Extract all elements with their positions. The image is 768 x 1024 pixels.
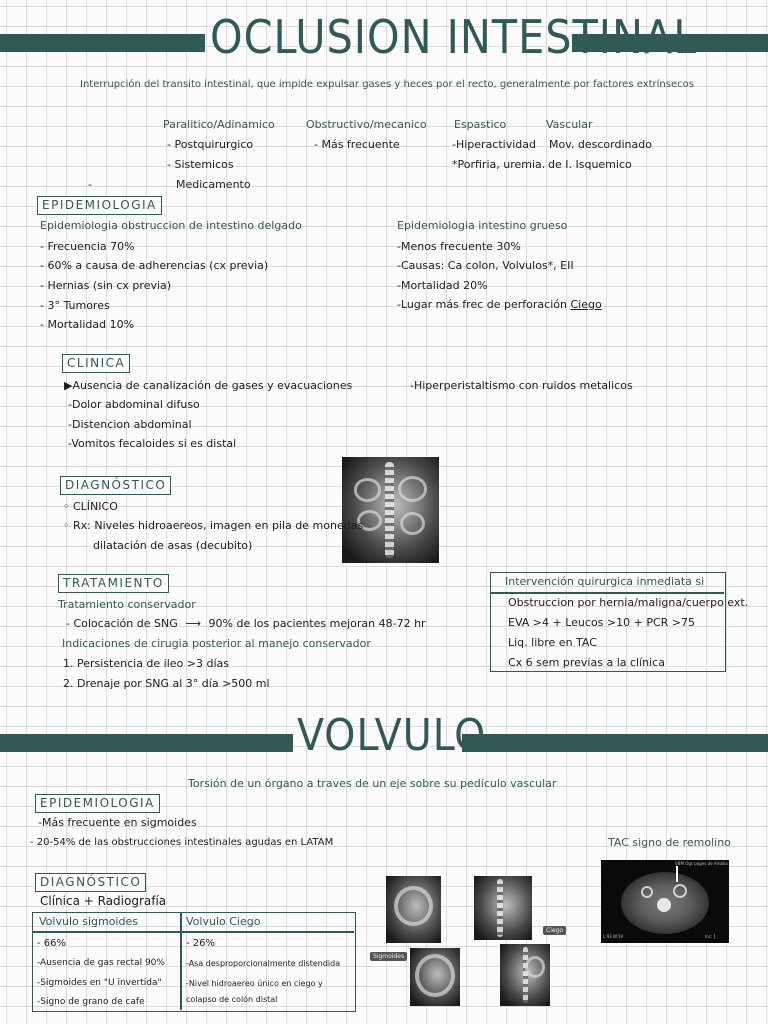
vol-epi-item: -Más frecuente en sigmoides: [38, 816, 197, 829]
table-cell: -Nivel hidroaereo único en ciego y: [186, 979, 323, 988]
epi-grueso-item: [397, 298, 602, 312]
ct-overlay-text: VBM Ogs pages de Amblia: [675, 861, 728, 866]
intervencion-title: Intervención quirurgica inmediata si: [505, 575, 705, 588]
clinica-right: -Hiperperistaltismo con ruidos metalicos: [410, 379, 633, 392]
epi-delgado-item: - Frecuencia 70%: [40, 240, 135, 253]
table-cell: -Signo de grano de cafe: [37, 997, 145, 1007]
intervencion-item: EVA >4 + Leucos >10 + PCR >75: [508, 616, 695, 629]
ct-overlay-text: L:93 W:19: [603, 934, 624, 939]
type-espastico-item: -Hiperactividad: [452, 138, 536, 151]
xray-sigmoid-2: [410, 948, 460, 1006]
type-paralitico-title: Paralitico/Adinamico: [163, 118, 275, 131]
epi-delgado-item: - Mortalidad 10%: [40, 318, 135, 331]
diagnostico-item: dilatación de asas (decubito): [93, 539, 253, 552]
volvulo-table: [32, 912, 356, 1012]
epi-grueso-title: Epidemiologia intestino grueso: [397, 219, 568, 232]
epi-grueso-ciego: Ciego: [570, 298, 602, 311]
type-espastico-item: *Porfiria, uremia.: [452, 158, 546, 171]
clinica-item: -Vomitos fecaloides si es distal: [68, 437, 237, 450]
epi-delgado-title: Epidemiologia obstruccion de intestino delgado: [40, 219, 302, 232]
section-heading-vol-diagnostico: DIAGNÓSTICO: [35, 873, 146, 892]
section-heading-clinica: CLINICA: [62, 354, 130, 373]
xray-sigmoid-1: [386, 876, 441, 943]
sng-left: - Colocación de SNG: [66, 617, 178, 630]
type-vascular-title: Vascular: [546, 118, 593, 131]
indicaciones-title: Indicaciones de cirugia posterior al manejo conservador: [62, 637, 371, 650]
table-cell: -Sigmoides en "U invertida": [37, 978, 162, 988]
epi-delgado-item: - 60% a causa de adherencias (cx previa): [40, 259, 269, 272]
section-heading-epidemiologia: EPIDEMIOLOGIA: [37, 196, 162, 215]
table-cell: - 66%: [37, 938, 67, 949]
intervencion-box: [490, 572, 749, 672]
ct-overlay-text: Inc: 1: [705, 934, 717, 939]
sng-right: 90% de los pacientes mejoran 48-72 hr: [208, 617, 426, 630]
tac-label: TAC signo de remolino: [608, 836, 731, 849]
table-cell: - 26%: [186, 938, 216, 949]
epi-grueso-item: -Menos frecuente 30%: [397, 240, 521, 253]
clinica-item: -Distencion abdominal: [68, 418, 192, 431]
epi-grueso-item: -Causas: Ca colon, Volvulos*, EII: [397, 259, 574, 272]
page-title: OCLUSION INTESTINAL: [210, 10, 698, 64]
section-heading-vol-epidemiologia: EPIDEMIOLOGIA: [35, 794, 160, 813]
table-header-sigmoides: Volvulo sigmoides: [39, 915, 138, 928]
table-cell: -Asa desproporcionalmente distendida: [186, 959, 341, 968]
intervencion-item: Liq. libre en TAC: [508, 636, 597, 649]
type-vascular-item: de I. Isquemico: [548, 158, 632, 171]
arrow-right-icon: ⟶: [185, 617, 202, 630]
table-header-ciego: Volvulo Ciego: [186, 915, 261, 928]
arrow-down-icon: [676, 866, 678, 882]
diagnostico-item: ◦ Rx: Niveles hidroaereos, imagen en pila de monedas: [63, 519, 364, 532]
type-paralitico-item: - Sistemicos: [167, 158, 234, 171]
volvulo-banner-left: [0, 734, 293, 752]
intervencion-item: Obstruccion por hernia/maligna/cuerpo ext.: [508, 596, 749, 609]
intervencion-item: Cx 6 sem previas a la clínica: [508, 656, 665, 669]
vol-diag-subtitle: Clínica + Radiografía: [40, 894, 167, 908]
xray-ciego-1: [474, 876, 532, 940]
tratamiento-conservador-title: Tratamiento conservador: [58, 598, 196, 611]
diagnostico-item: ◦ CLÍNICO: [63, 500, 118, 513]
epi-grueso-perforacion: -Lugar más frec de perforación: [397, 298, 567, 311]
title-banner-left: [0, 34, 205, 52]
type-obstructivo-title: Obstructivo/mecanico: [306, 118, 427, 131]
volvulo-banner-right: [462, 734, 768, 752]
table-cell: -Ausencia de gas rectal 90%: [37, 958, 165, 968]
clinica-item: ▶Ausencia de canalización de gases y evacuaciones: [64, 379, 353, 392]
type-paralitico-item: Medicamento: [176, 178, 251, 191]
volvulo-title: VOLVULO: [297, 710, 487, 761]
label-sigmoides: Sigmoides: [370, 952, 407, 961]
tratamiento-sng: [66, 617, 426, 631]
section-heading-tratamiento: TRATAMIENTO: [58, 574, 169, 593]
type-espastico-title: Espastico: [454, 118, 507, 131]
xray-abdomen-image: [342, 457, 439, 563]
type-obstructivo-item: - Más frecuente: [314, 138, 400, 151]
epi-grueso-item: -Mortalidad 20%: [397, 279, 488, 292]
type-paralitico-item: - Postquirurgico: [167, 138, 254, 151]
ct-remolino-image: [601, 860, 729, 943]
section-heading-diagnostico: DIAGNÓSTICO: [60, 476, 171, 495]
indicacion-item: 2. Drenaje por SNG al 3° día >500 ml: [63, 677, 270, 690]
clinica-item: -Dolor abdominal difuso: [68, 398, 200, 411]
table-cell: colapso de colón distal: [186, 995, 278, 1004]
epi-delgado-item: - Hernias (sin cx previa): [40, 279, 172, 292]
epi-delgado-item: - 3° Tumores: [40, 299, 110, 312]
definition: Interrupción del transito intestinal, que impide expulsar gases y heces por el recto, generalmente por factores extrínsecos: [80, 79, 694, 90]
intervencion-divider: [491, 592, 724, 594]
volvulo-definition: Torsión de un órgano a traves de un eje sobre su pedículo vascular: [188, 777, 557, 790]
indicacion-item: 1. Persistencia de ileo >3 días: [63, 657, 230, 670]
stray-dash: -: [88, 178, 92, 191]
xray-ciego-2: [500, 944, 550, 1006]
type-vascular-item: Mov. descordinado: [549, 138, 652, 151]
label-ciego: Ciego: [543, 926, 566, 935]
vol-epi-item: - 20-54% de las obstrucciones intestinales agudas en LATAM: [30, 837, 334, 848]
